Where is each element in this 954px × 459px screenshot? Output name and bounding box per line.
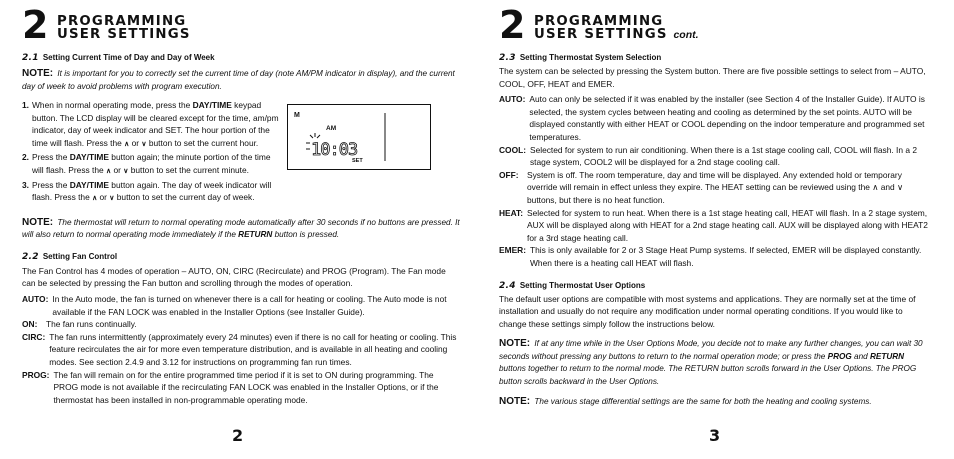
note-label: NOTE: [499, 338, 531, 350]
system-mode-heat [499, 207, 931, 245]
left-page [22, 0, 460, 406]
note-2-1 [22, 68, 460, 93]
def-desc: The fan will remain on for the entire programmed time period if it is set to ON during programming. The PROG mode is not available if the recirculating FAN LOCK was enabled in the Installer Options, or if the thermostat has been installed in non-programmable operating mode. [53, 369, 439, 405]
step-text-a: Press the [32, 179, 70, 190]
keypad-button-name: DAY/TIME [192, 100, 232, 110]
system-mode-list [499, 93, 931, 269]
step-text-a: When in normal operating mode, press the [32, 100, 193, 110]
chapter-number: 2 [22, 3, 48, 47]
step-text-c: keypad button. The LCD display will be cleared except for the time, am/pm indicator, day of week indicator and SET. The hour portion of the time will flash. Press the [32, 100, 279, 148]
lcd-display-drawing [288, 105, 430, 169]
user-options-intro: The default user options are compatible with most systems and applications. They are normally set at the time of installation and usually do not require any modification under normal operating conditions. If you would like to change these settings simply follow the instructions below. [499, 293, 916, 329]
section-number: 2.3 [499, 53, 516, 63]
system-intro: The system can be selected by pressing the System button. There are five possible settings to select from – AUTO, COOL, OFF, HEAT and EMER. [499, 66, 926, 89]
step-text-e: button to set the current minute. [130, 164, 249, 175]
down-arrow-icon: ∨ [109, 195, 115, 203]
step-text [32, 99, 284, 151]
chapter-title [57, 16, 191, 41]
up-arrow-icon: ∧ [106, 167, 112, 175]
up-arrow-icon: ∧ [92, 195, 98, 203]
page-number-right: 3 [709, 426, 721, 445]
note-text-c: and [851, 351, 870, 361]
section-2-3-heading [499, 53, 931, 63]
def-desc: The fan runs continually. [46, 319, 137, 330]
system-mode-cool [499, 144, 931, 169]
def-term: AUTO: [499, 94, 526, 105]
def-term: EMER: [499, 245, 526, 256]
right-page [499, 0, 931, 409]
note-user-options [499, 338, 931, 388]
chapter-number: 2 [499, 3, 525, 47]
note-text-a: The thermostat will return to normal operating mode automatically after 30 seconds if no buttons are pressed. It will also return to normal operating mode immediately if the [22, 217, 460, 240]
prog-button-name: PROG [827, 351, 852, 361]
section-title: Setting Fan Control [42, 251, 118, 261]
chapter-title-line1: PROGRAMMING [534, 14, 664, 29]
fan-mode-auto [22, 293, 460, 318]
section-title: Setting Current Time of Day and Day of Week [42, 53, 215, 62]
left-header [22, 0, 460, 47]
note-text-e: buttons together to return to the normal mode. The RETURN button scrolls forward in the User Options. The PROG button scrolls backward in the User Options. [499, 364, 917, 386]
step-text-c: button again; the minute portion of the time will flash. Press the [32, 152, 271, 175]
note-stage-differential [499, 396, 931, 409]
chapter-title [534, 16, 699, 41]
section-title: Setting Thermostat System Selection [519, 53, 662, 62]
def-desc: Auto can only be selected if it was enabled by the installer (see Section 4 of the Installer Guide). If AUTO is selected, the system cycles between heating and cooling as determined by the set points. AUTO will be displayed constantly with either HEAT or COOL depending on the indoor temperature and programmed set temperatures. [529, 94, 925, 142]
chapter-title-line2-text: USER SETTINGS [534, 26, 668, 42]
step-text-a: Press the [32, 152, 70, 163]
step-text-or: or [113, 164, 121, 175]
step-text-or: or [131, 137, 140, 148]
note-text: It is important for you to correctly set the current time of day (note AM/PM indicator in display), and the current day of week to avoid problems with program execution. [22, 69, 455, 91]
page-number-left: 2 [232, 426, 244, 445]
chapter-title-line1: PROGRAMMING [57, 14, 187, 29]
keypad-button-name: DAY/TIME [69, 179, 109, 190]
note-return [22, 217, 460, 242]
step-text [32, 151, 284, 178]
step-text [32, 179, 284, 206]
fan-mode-list [22, 293, 460, 406]
section-2-2-heading [22, 252, 460, 262]
return-button-name: RETURN [869, 351, 905, 361]
step-text-e: button to set the current day of week. [116, 192, 255, 203]
fan-mode-on [22, 318, 460, 331]
lcd-set-indicator: SET [352, 158, 363, 164]
section-2-4-heading [499, 281, 931, 291]
def-desc: Selected for system to run air conditioning. When there is a 1st stage cooling call, COOL will flash. In a 2 stage system, COOL2 will be displayed for a 2nd stage cooling call. [529, 144, 917, 168]
step-3 [22, 179, 284, 206]
step-text-or: or [99, 192, 107, 203]
section-2-1-heading [22, 53, 460, 63]
note-label: NOTE: [22, 216, 54, 228]
lcd-time-digits: 10:03 [311, 140, 358, 160]
note-label: NOTE: [499, 396, 531, 408]
return-button-name: RETURN [238, 230, 273, 240]
def-term: PROG: [22, 369, 50, 380]
down-arrow-icon: ∨ [141, 140, 147, 148]
fan-mode-prog [22, 369, 460, 407]
up-arrow-icon: ∧ [124, 140, 130, 148]
lcd-day-indicator: M [294, 112, 300, 119]
system-mode-auto [499, 93, 931, 143]
step-text-c: button again. The day of week indicator will flash. Press the [32, 179, 272, 203]
lcd-display-illustration [287, 104, 431, 170]
def-desc: Selected for system to run heat. When there is a 1st stage heating call, HEAT will flash. In a 2 stage system, AUX will be displayed along with HEAT for a 2nd stage heating call. AUX will be displayed along with HEAT2 for a 3rd stage heating call. [527, 207, 928, 243]
keypad-button-name: DAY/TIME [69, 152, 109, 163]
chapter-title-line2 [534, 26, 699, 42]
fan-mode-circ [22, 331, 460, 369]
note-text-c: button is pressed. [272, 230, 340, 240]
def-term: HEAT: [499, 207, 524, 218]
step-number: 1. [22, 100, 29, 110]
def-term: CIRC: [22, 331, 46, 342]
note-label: NOTE: [22, 68, 54, 79]
step-2 [22, 151, 284, 178]
note-text: The various stage differential settings are the same for both the heating and cooling systems. [534, 397, 872, 407]
section-title: Setting Thermostat User Options [519, 280, 646, 290]
def-desc: This is only available for 2 or 3 Stage Heat Pump systems. If selected, EMER will be displayed constantly. When there is a heating call HEAT will flash. [530, 245, 922, 268]
down-arrow-icon: ∨ [123, 167, 129, 175]
step-number: 3. [22, 179, 29, 190]
def-term: AUTO: [22, 293, 49, 304]
def-term: OFF: [499, 169, 519, 180]
step-list [22, 99, 284, 206]
def-term: COOL: [499, 144, 526, 155]
step-text-e: button to set the current hour. [148, 137, 259, 148]
fan-intro: The Fan Control has 4 modes of operation – AUTO, ON, CIRC (Recirculate) and PROG (Program). The Fan mode can be selected by pressing the Fan button and scrolling through the modes of operation. [22, 265, 446, 289]
system-mode-emer [499, 244, 931, 269]
section-number: 2.4 [499, 280, 516, 291]
section-number: 2.1 [22, 53, 39, 63]
def-desc: System is off. The room temperature, day and time will be displayed. Any extended hold or temporary override will remain in effect unless they expire. The HEAT setting can be reviewed using the ∧ and ∨ buttons, but there is no heat function. [527, 169, 904, 205]
right-header [499, 0, 931, 47]
system-mode-off [499, 169, 931, 207]
def-term: ON: [22, 319, 38, 330]
chapter-title-line2: USER SETTINGS [57, 26, 191, 42]
step-1 [22, 99, 284, 151]
lcd-ampm-indicator: AM [326, 125, 337, 132]
step-number: 2. [22, 152, 29, 163]
continued-label: cont. [673, 28, 699, 41]
def-desc: In the Auto mode, the fan is turned on whenever there is a call for heating or cooling. The Auto mode is not available if the FAN LOCK was enabled in the Installer Options (see Installer Guide). [52, 293, 447, 317]
def-desc: The fan runs intermittently (approximately every 24 minutes) even if there is no call for heating or cooling. This feature recirculates the air for more even temperature distribution, and is available in all heating and cooling modes. See section 2.4.9 and 3.12 for instructions on programming fan run times. [49, 331, 457, 367]
section-number: 2.2 [22, 251, 39, 262]
note-text-a: If at any time while in the User Options Mode, you decide not to make any further changes, you can wait 30 seconds without pressing any buttons to return to the normal operation mode; or press the [499, 339, 923, 361]
